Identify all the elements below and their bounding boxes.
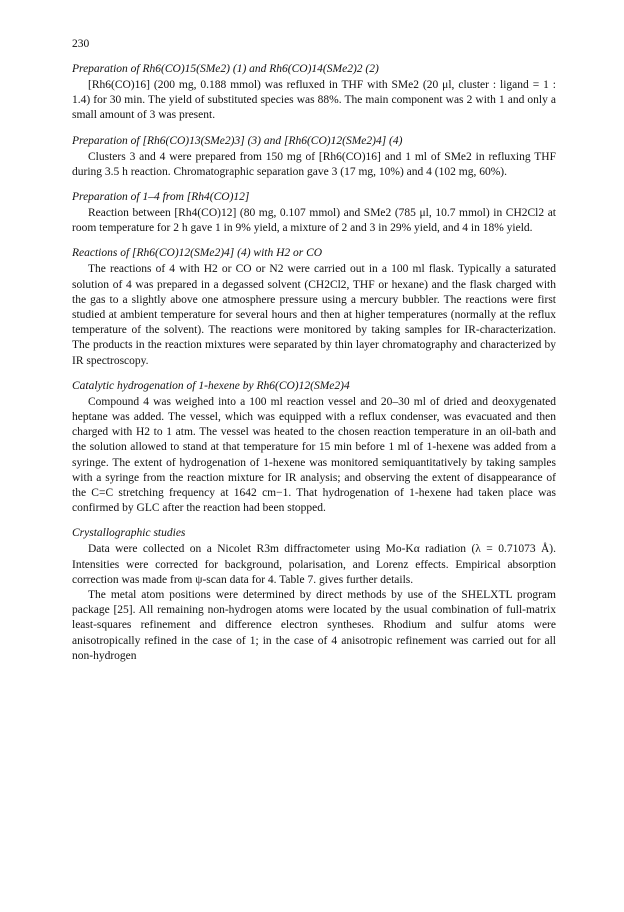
section-prep-from-rh4 [72, 190, 556, 236]
section-reactions-h2-co [72, 246, 556, 368]
section-heading: Preparation of 1–4 from [Rh4(CO)12] [72, 191, 250, 204]
page-number: 230 [72, 38, 90, 50]
section-paragraph: Compound 4 was weighed into a 100 ml reaction vessel and 20–30 ml of dried and deoxygenated heptane was added. The vessel, which was equipped with a reflux condenser, was evacuated and then charged with H2 to 1 atm. The vessel was heated to the chosen reaction temperature in an oil-bath and the solution allowed to stand at that temperature for 15 min before 1 ml of 1-hexene was added from a syringe. The extent of hydrogenation of 1-hexene was monitored semiquantitatively by taking samples with a syringe from the reaction mixture for IR analysis; and observing the extent of disappearance of the C=C stretching frequency at 1642 cm−1. That hydrogenation of 1-hexene had taken place was confirmed by GLC after the reaction had been stopped. [72, 395, 556, 515]
section-paragraph: The reactions of 4 with H2 or CO or N2 were carried out in a 100 ml flask. Typically a saturated solution of 4 was prepared in a degassed solvent (CH2Cl2, THF or hexane) and the flask charged with the gas to a slightly above one atmosphere pressure using a mercury bubbler. The reactions were first studied at ambient temperature for several hours and then at higher temperatures (normally at the reflux temperature of the solvent). The reactions were monitored by taking samples for IR-characterization. The products in the reaction mixtures were separated by thin layer chromatography and characterized by IR spectroscopy. [72, 263, 556, 367]
document-page [72, 38, 556, 664]
section-paragraph: Clusters 3 and 4 were prepared from 150 mg of [Rh6(CO)16] and 1 ml of SMe2 in refluxing THF during 3.5 h reaction. Chromatographic separation gave 3 (17 mg, 10%) and 4 (102 mg, 60%). [72, 150, 556, 178]
section-heading: Preparation of [Rh6(CO)13(SMe2)3] (3) and [Rh6(CO)12(SMe2)4] (4) [72, 134, 403, 147]
section-paragraph: Data were collected on a Nicolet R3m diffractometer using Mo-Kα radiation (λ = 0.71073 Å). Intensities were corrected for background, polarisation, and Lorenz effects. Empirical absorption correction was made from ψ-scan data for 4. Table 7. gives further details. [72, 543, 556, 586]
section-crystallographic-studies [72, 526, 556, 664]
section-heading: Reactions of [Rh6(CO)12(SMe2)4] (4) with H2 or CO [72, 247, 323, 260]
section-prep-1-2 [72, 62, 556, 124]
section-catalytic-hydrogenation [72, 379, 556, 517]
section-prep-3-4 [72, 134, 556, 180]
section-paragraph: [Rh6(CO)16] (200 mg, 0.188 mmol) was refluxed in THF with SMe2 (20 μl, cluster : ligand = 1 : 1.4) for 30 min. The yield of substituted species was 88%. The main component was 2 with 1 and only a small amount of 3 was present. [72, 79, 556, 122]
section-heading: Preparation of Rh6(CO)15(SMe2) (1) and Rh6(CO)14(SMe2)2 (2) [72, 63, 379, 75]
section-paragraph: The metal atom positions were determined by direct methods by use of the SHELXTL program package [25]. All remaining non-hydrogen atoms were located by the usual combination of full-matrix least-squares refinement and difference electron syntheses. Rhodium and sulfur atoms were anisotropically refined in the case of 1; in the case of 4 anisotropic refinement was carried out for all non-hydrogen [72, 589, 556, 662]
section-paragraph: Reaction between [Rh4(CO)12] (80 mg, 0.107 mmol) and SMe2 (785 μl, 10.7 mmol) in CH2Cl2 at room temperature for 2 h gave 1 in 9% yield, a mixture of 2 and 3 in 29% yield, and 4 in 18% yield. [72, 207, 556, 235]
section-heading: Catalytic hydrogenation of 1-hexene by Rh6(CO)12(SMe2)4 [72, 379, 350, 392]
section-heading: Crystallographic studies [72, 527, 186, 540]
